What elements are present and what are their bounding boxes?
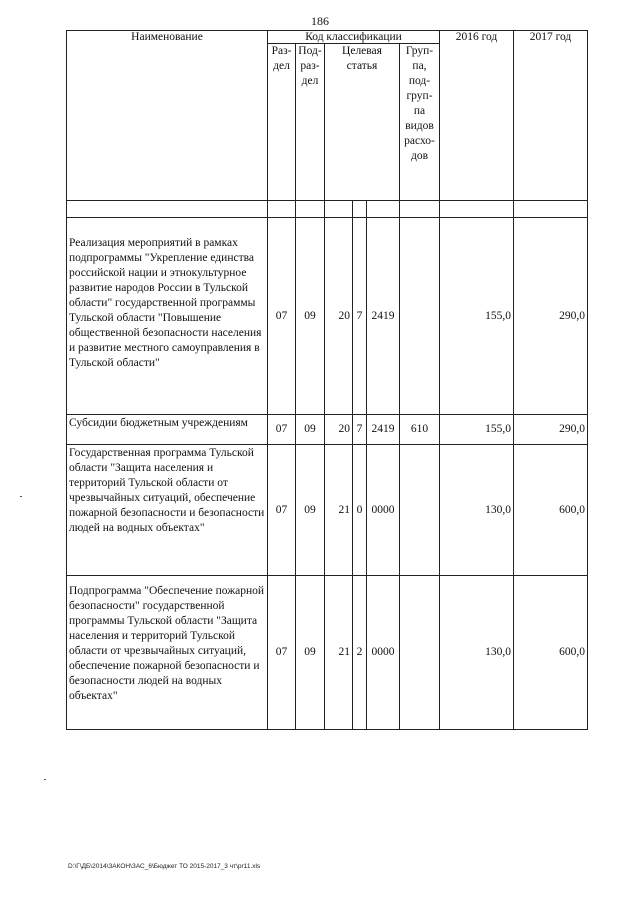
- row-value-2016: 155,0: [440, 218, 514, 415]
- header-subsection: Под- раз- дел: [296, 44, 325, 201]
- row-target-program: 20: [325, 415, 353, 445]
- table-row: [67, 415, 588, 445]
- row-subsection: 09: [296, 445, 325, 576]
- row-section: 07: [268, 576, 296, 730]
- row-target-subprogram: 7: [353, 218, 367, 415]
- row-name: Государственная программа Тульской области "Защита населения и территорий Тульской области от чрезвычайных ситуаций, обеспечение пожарной безопасности и безопасности людей на водных объектах": [67, 445, 268, 576]
- row-name: Субсидии бюджетным учреждениям: [67, 415, 268, 445]
- row-name: Реализация мероприятий в рамках подпрограммы "Укрепление единства российской нации и этнокультурное развитие народов России в Тульской области" государственной программы Тульской области "Повышение общественной безопасности населения и развитие местного самоуправления в Тульской области": [67, 218, 268, 415]
- header-name: Наименование: [67, 31, 268, 201]
- header-year-2016: 2016 год: [440, 31, 514, 201]
- header-expense-group: Груп- па, под- груп- па видов расхо- дов: [400, 44, 440, 201]
- budget-table: [66, 30, 588, 730]
- scan-speck: [44, 779, 46, 780]
- row-value-2017: 600,0: [514, 445, 588, 576]
- row-expense-type: [400, 445, 440, 576]
- row-expense-type: [400, 218, 440, 415]
- row-target-program: 21: [325, 445, 353, 576]
- row-value-2017: 290,0: [514, 415, 588, 445]
- row-value-2016: 130,0: [440, 576, 514, 730]
- row-section: 07: [268, 415, 296, 445]
- row-target-subprogram: 7: [353, 415, 367, 445]
- row-section: 07: [268, 445, 296, 576]
- row-subsection: 09: [296, 576, 325, 730]
- row-target-direction: 2419: [367, 218, 400, 415]
- row-target-direction: 0000: [367, 445, 400, 576]
- row-value-2017: 600,0: [514, 576, 588, 730]
- row-value-2016: 130,0: [440, 445, 514, 576]
- table-row: [67, 576, 588, 730]
- row-target-program: 20: [325, 218, 353, 415]
- row-target-subprogram: 2: [353, 576, 367, 730]
- row-target-direction: 2419: [367, 415, 400, 445]
- row-expense-type: 610: [400, 415, 440, 445]
- header-code-group: Код классификации: [268, 31, 440, 44]
- row-target-program: 21: [325, 576, 353, 730]
- scan-speck: [20, 496, 22, 497]
- table-spacer-row: [67, 201, 588, 218]
- header-year-2017: 2017 год: [514, 31, 588, 201]
- row-target-direction: 0000: [367, 576, 400, 730]
- table-row: [67, 445, 588, 576]
- row-value-2016: 155,0: [440, 415, 514, 445]
- header-target-article: Целевая статья: [325, 44, 400, 201]
- table-row: [67, 218, 588, 415]
- page-number: 186: [311, 14, 329, 28]
- header-section: Раз- дел: [268, 44, 296, 201]
- file-path-footer: D:\Г\ДБ\2014\ЗАКОН\ЗАС_6\Бюджет ТО 2015-2017_3 чт\pr11.xls: [68, 863, 261, 870]
- row-expense-type: [400, 576, 440, 730]
- row-target-subprogram: 0: [353, 445, 367, 576]
- row-subsection: 09: [296, 218, 325, 415]
- row-value-2017: 290,0: [514, 218, 588, 415]
- header-row-top: [67, 31, 588, 44]
- row-name: Подпрограмма "Обеспечение пожарной безопасности" государственной программы Тульской области "Защита населения и территорий Тульской области от чрезвычайных ситуаций, обеспечение пожарной безопасности и безопасности людей на водных объектах": [67, 576, 268, 730]
- row-subsection: 09: [296, 415, 325, 445]
- row-section: 07: [268, 218, 296, 415]
